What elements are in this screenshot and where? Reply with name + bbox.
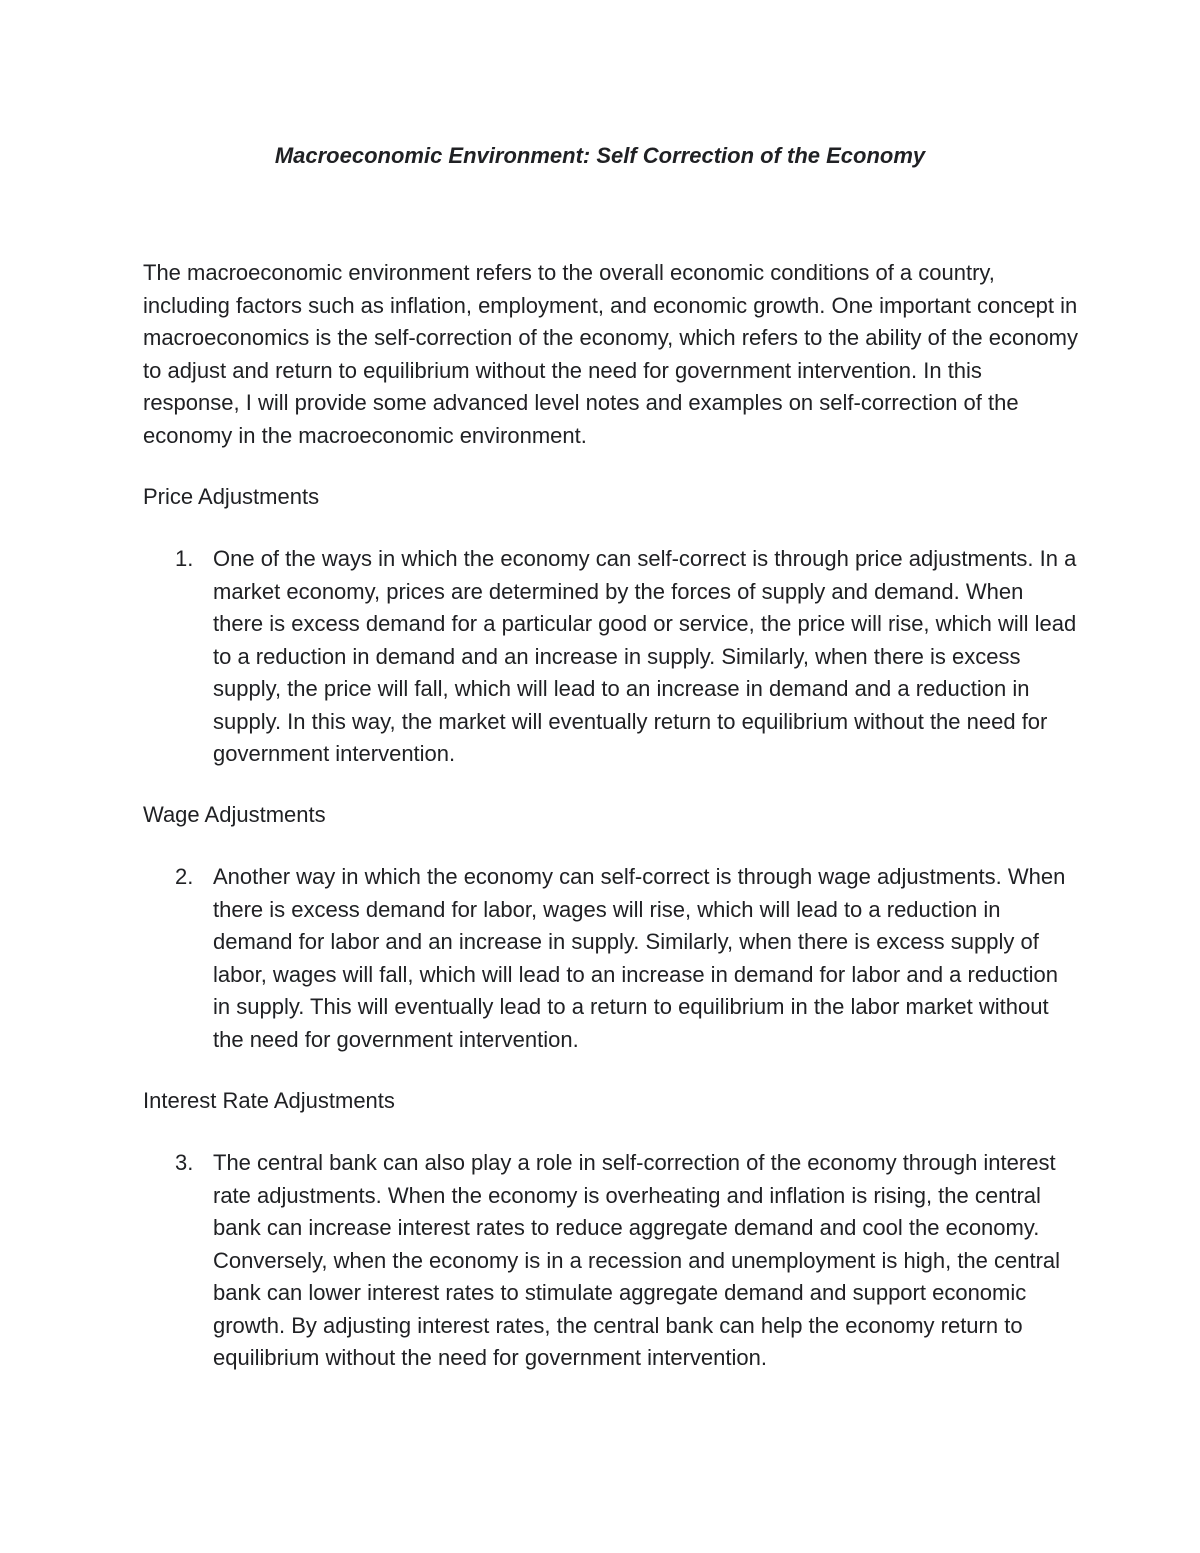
intro-paragraph: The macroeconomic environment refers to the overall economic conditions of a country, including factors such as inflation, employment, and economic growth. One important concept in macroeconomics is the self-correction of the economy, which refers to the ability of the economy to adjust and return to equilibrium without the need for government intervention. In this response, I will provide some advanced level notes and examples on self-correction of the economy in the macroeconomic environment.	[143, 260, 1079, 448]
section-heading-price-adjustments: Price Adjustments	[143, 484, 320, 509]
section-heading-wage-adjustments: Wage Adjustments	[143, 802, 326, 827]
document-title: Macroeconomic Environment: Self Correction of the Economy	[274, 143, 926, 168]
list-item-text: The central bank can also play a role in self-correction of the economy through interest rate adjustments. When the economy is overheating and inflation is rising, the central bank can increase interest rates to reduce aggregate demand and cool the economy. Conversely, when the economy is in a recession and unemployment is high, the central bank can lower interest rates to stimulate aggregate demand and support economic growth. By adjusting interest rates, the central bank can help the economy return to equilibrium without the need for government intervention.	[213, 1150, 1061, 1370]
list-item-text: Another way in which the economy can self-correct is through wage adjustments. When there is excess demand for labor, wages will rise, which will lead to a reduction in demand for labor and an increase in supply. Similarly, when there is excess supply of labor, wages will fall, which will lead to an increase in demand for labor and a reduction in supply. This will eventually lead to a return to equilibrium in the labor market without the need for government intervention.	[213, 864, 1066, 1052]
list-item	[143, 1147, 1078, 1375]
list-item	[143, 861, 1078, 1056]
list-number: 2.	[175, 864, 194, 889]
section-heading-interest-rate-adjustments: Interest Rate Adjustments	[143, 1088, 395, 1113]
list-item-text: One of the ways in which the economy can self-correct is through price adjustments. In a market economy, prices are determined by the forces of supply and demand. When there is excess demand for a particular good or service, the price will rise, which will lead to a reduction in demand and an increase in supply. Similarly, when there is excess supply, the price will fall, which will lead to an increase in demand and a reduction in supply. In this way, the market will eventually return to equilibrium without the need for government intervention.	[213, 546, 1077, 766]
list-item	[143, 543, 1078, 771]
list-number: 1.	[175, 546, 194, 571]
list-number: 3.	[175, 1150, 194, 1175]
